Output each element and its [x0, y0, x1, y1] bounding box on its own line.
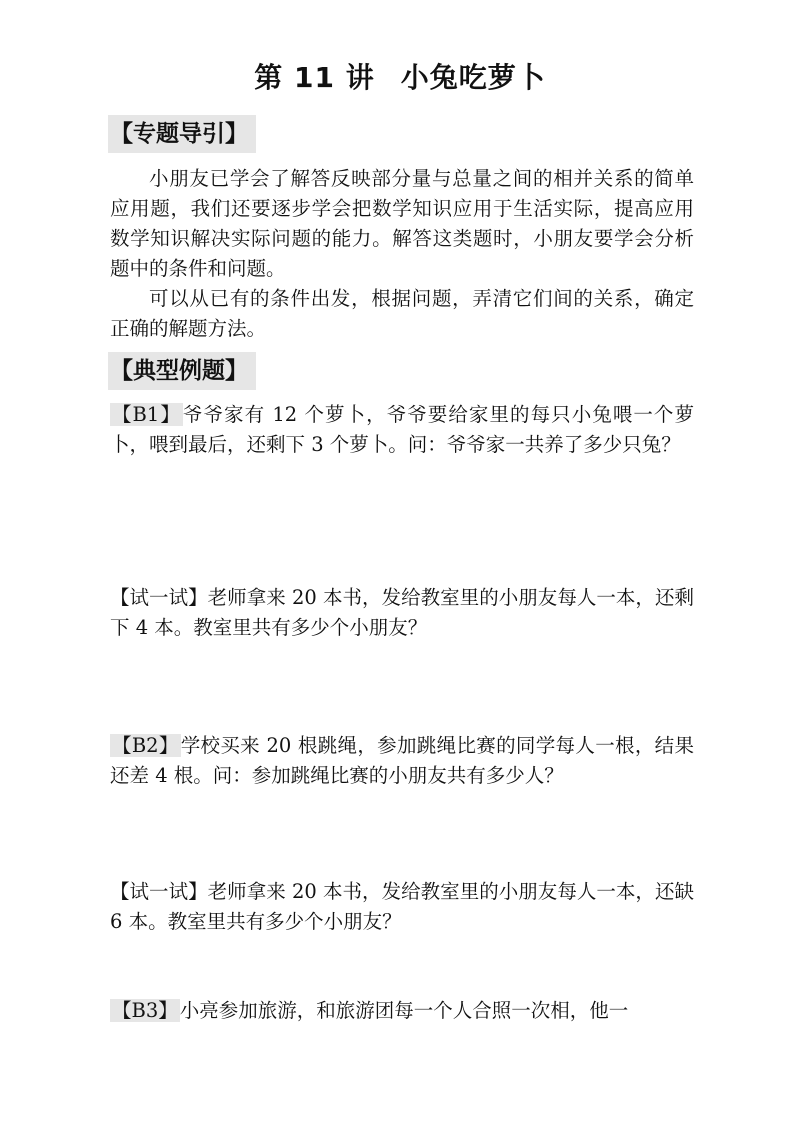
- intro-paragraph-1: 小朋友已学会了解答反映部分量与总量之间的相并关系的简单应用题，我们还要逐步学会把数学知识应用于生活实际，提高应用数学知识解决实际问题的能力。解答这类题时，小朋友要学会分析题中的条件和问题。: [110, 167, 694, 280]
- example-b3: [110, 996, 694, 1026]
- example-b2: [110, 731, 694, 791]
- example-tag: 【B3】: [112, 999, 178, 1022]
- example-tag: 【B2】: [112, 734, 179, 757]
- example-tag: 【B1】: [112, 403, 181, 426]
- exercise-2: [110, 877, 694, 937]
- section-heading-intro: 【专题导引】: [108, 115, 256, 153]
- page-title: [0, 56, 800, 96]
- example-text: 小亮参加旅游，和旅游团每一个人合照一次相，他一: [179, 999, 629, 1022]
- intro-paragraph-2: 可以从已有的条件出发，根据问题，弄清它们间的关系，确定正确的解题方法。: [110, 287, 694, 340]
- exercise-text: 老师拿来 20 本书，发给教室里的小朋友每人一本，还剩下 4 本。教室里共有多少个小朋友？: [110, 586, 694, 639]
- exercise-tag: 【试一试】: [110, 880, 208, 903]
- lecture-number: 第 11 讲: [254, 61, 375, 94]
- section-heading-examples: 【典型例题】: [108, 352, 256, 390]
- example-text: 爷爷家有 12 个萝卜，爷爷要给家里的每只小兔喂一个萝卜，喂到最后，还剩下 3 个萝卜。问：爷爷家一共养了多少只兔？: [110, 403, 694, 456]
- lecture-name: 小兔吃萝卜: [400, 61, 546, 94]
- exercise-text: 老师拿来 20 本书，发给教室里的小朋友每人一本，还缺 6 本。教室里共有多少个小朋友？: [110, 880, 694, 933]
- example-b1: [110, 400, 694, 460]
- example-text: 学校买来 20 根跳绳，参加跳绳比赛的同学每人一根，结果还差 4 根。问：参加跳绳比赛的小朋友共有多少人？: [110, 734, 694, 787]
- exercise-1: [110, 583, 694, 643]
- exercise-tag: 【试一试】: [110, 586, 208, 609]
